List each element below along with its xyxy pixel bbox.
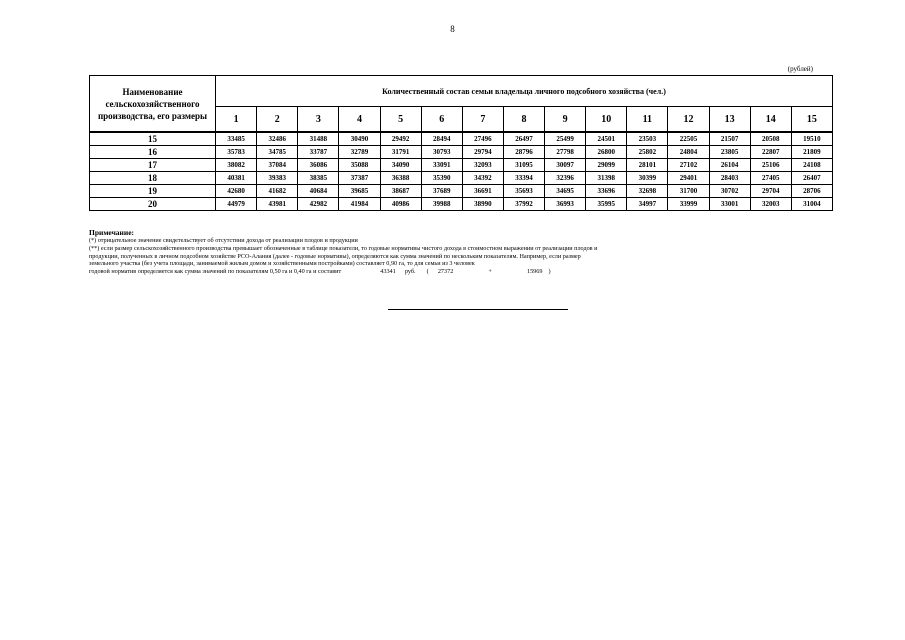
column-number-header: 6	[421, 107, 462, 133]
table-cell: 35390	[421, 172, 462, 185]
table-cell: 28706	[791, 185, 832, 198]
table-cell: 26407	[791, 172, 832, 185]
table-cell: 24108	[791, 159, 832, 172]
table-cell: 31488	[298, 132, 339, 146]
table-cell: 37992	[503, 198, 544, 211]
column-number-header: 5	[380, 107, 421, 133]
table-cell: 23503	[627, 132, 668, 146]
table-cell: 26104	[709, 159, 750, 172]
table-cell: 24804	[668, 146, 709, 159]
production-name-header: Наименование сельскохозяйственного производства, его размеры	[90, 76, 216, 133]
column-number-header: 10	[586, 107, 627, 133]
table-cell: 29492	[380, 132, 421, 146]
table-cell: 32003	[750, 198, 791, 211]
row-size-label: 17	[90, 159, 216, 172]
table-row	[90, 172, 833, 185]
table-cell: 33001	[709, 198, 750, 211]
note-open-paren: (	[426, 268, 429, 276]
table-cell: 32486	[257, 132, 298, 146]
note-line-4: земельного участка (без учета площади, занимаемой жилым домом и хозяйственными постройками) составляет 0,90 га, то для семьи из 3 человек	[89, 260, 475, 268]
table-row	[90, 159, 833, 172]
table-cell: 25499	[545, 132, 586, 146]
column-number-header: 3	[298, 107, 339, 133]
note-plus-sign: +	[488, 268, 492, 276]
table-cell: 28403	[709, 172, 750, 185]
note-line-5	[89, 268, 833, 276]
table-cell: 38687	[380, 185, 421, 198]
table-cell: 42982	[298, 198, 339, 211]
row-size-label: 20	[90, 198, 216, 211]
column-number-header: 13	[709, 107, 750, 133]
row-size-label: 18	[90, 172, 216, 185]
note-total-value: 43341	[380, 268, 396, 276]
table-body	[90, 132, 833, 211]
family-size-header: Количественный состав семьи владельца личного подсобного хозяйства (чел.)	[216, 76, 833, 107]
table-cell: 31398	[586, 172, 627, 185]
table-cell: 31791	[380, 146, 421, 159]
note-value-b: 15969	[526, 268, 543, 276]
table-cell: 40381	[216, 172, 257, 185]
table-cell: 31095	[503, 159, 544, 172]
table-cell: 30490	[339, 132, 380, 146]
table-cell: 36388	[380, 172, 421, 185]
table-cell: 29401	[668, 172, 709, 185]
table-cell: 33485	[216, 132, 257, 146]
table-cell: 37084	[257, 159, 298, 172]
units-label: (рублей)	[787, 65, 813, 73]
row-size-label: 19	[90, 185, 216, 198]
table-cell: 24501	[586, 132, 627, 146]
table-cell: 30702	[709, 185, 750, 198]
note-currency: руб.	[404, 268, 416, 276]
table-cell: 39685	[339, 185, 380, 198]
column-number-header: 14	[750, 107, 791, 133]
table-cell: 30097	[545, 159, 586, 172]
table-cell: 41984	[339, 198, 380, 211]
table-cell: 32789	[339, 146, 380, 159]
table-cell: 37689	[421, 185, 462, 198]
table-cell: 38990	[462, 198, 503, 211]
row-size-label: 15	[90, 132, 216, 146]
notes-block	[89, 228, 833, 276]
note-line-5-text: годовой норматив определяется как сумма значений по показателям 0,50 га и 0,40 га и составит	[89, 268, 342, 276]
column-number-header: 7	[462, 107, 503, 133]
page-number: 8	[450, 24, 455, 34]
table-cell: 28101	[627, 159, 668, 172]
table-cell: 27405	[750, 172, 791, 185]
table-cell: 40684	[298, 185, 339, 198]
table-cell: 37387	[339, 172, 380, 185]
table-row	[90, 132, 833, 146]
table-cell: 33394	[503, 172, 544, 185]
column-number-header: 9	[545, 107, 586, 133]
column-number-header: 2	[257, 107, 298, 133]
table-cell: 34695	[545, 185, 586, 198]
note-value-a: 27372	[437, 268, 454, 276]
table-cell: 29704	[750, 185, 791, 198]
table-cell: 34090	[380, 159, 421, 172]
table-cell: 38385	[298, 172, 339, 185]
table-cell: 39383	[257, 172, 298, 185]
table-cell: 31004	[791, 198, 832, 211]
table-row	[90, 198, 833, 211]
note-line-2: (**) если размер сельскохозяйственного производства превышает обозначенные в таблице показатели, то годовые нормативы чистого дохода в стоимостном выражении от реализации плодов и	[89, 244, 598, 252]
row-size-label: 16	[90, 146, 216, 159]
table-cell: 27102	[668, 159, 709, 172]
table-cell: 27496	[462, 132, 503, 146]
table-cell: 21507	[709, 132, 750, 146]
note-close-paren: )	[548, 268, 551, 276]
table-cell: 21809	[791, 146, 832, 159]
table-cell: 34997	[627, 198, 668, 211]
table-cell: 33696	[586, 185, 627, 198]
table-cell: 36691	[462, 185, 503, 198]
table-cell: 26800	[586, 146, 627, 159]
table-cell: 35693	[503, 185, 544, 198]
table-cell: 39988	[421, 198, 462, 211]
table-cell: 25802	[627, 146, 668, 159]
table-cell: 41682	[257, 185, 298, 198]
table-cell: 22807	[750, 146, 791, 159]
notes-title: Примечание:	[89, 228, 135, 237]
table-cell: 35783	[216, 146, 257, 159]
table-cell: 42680	[216, 185, 257, 198]
table-cell: 32093	[462, 159, 503, 172]
table-row	[90, 185, 833, 198]
table-cell: 29794	[462, 146, 503, 159]
table-cell: 28494	[421, 132, 462, 146]
table-cell: 36086	[298, 159, 339, 172]
table-cell: 26497	[503, 132, 544, 146]
table-cell: 23805	[709, 146, 750, 159]
table-cell: 30399	[627, 172, 668, 185]
note-line-1: (*) отрицательное значение свидетельствует об отсутствии дохода от реализации плодов и продукции	[89, 237, 358, 244]
table-cell: 34785	[257, 146, 298, 159]
table-cell: 28796	[503, 146, 544, 159]
separator-rule	[388, 309, 568, 310]
table-row	[90, 146, 833, 159]
column-number-header: 1	[216, 107, 257, 133]
table-cell: 25106	[750, 159, 791, 172]
table-cell: 32698	[627, 185, 668, 198]
table-cell: 33999	[668, 198, 709, 211]
table-cell: 43981	[257, 198, 298, 211]
table-cell: 19510	[791, 132, 832, 146]
table-cell: 33787	[298, 146, 339, 159]
table-cell: 30793	[421, 146, 462, 159]
column-number-header: 12	[668, 107, 709, 133]
column-number-header: 8	[503, 107, 544, 133]
table-cell: 35088	[339, 159, 380, 172]
table-cell: 34392	[462, 172, 503, 185]
table-cell: 31700	[668, 185, 709, 198]
table-cell: 29099	[586, 159, 627, 172]
table-cell: 27798	[545, 146, 586, 159]
table-cell: 38082	[216, 159, 257, 172]
column-number-header: 11	[627, 107, 668, 133]
table-cell: 22505	[668, 132, 709, 146]
income-norms-table	[89, 75, 833, 211]
column-number-header: 4	[339, 107, 380, 133]
table-cell: 33091	[421, 159, 462, 172]
table-cell: 40986	[380, 198, 421, 211]
table-cell: 35995	[586, 198, 627, 211]
note-line-3: продукции, полученных в личном подсобном хозяйстве РСО-Алания (далее - годовые нормативы), определяются как сумма значений по нескольким показателям. Например, если размер	[89, 252, 581, 260]
table-cell: 44979	[216, 198, 257, 211]
table-cell: 36993	[545, 198, 586, 211]
column-number-header: 15	[791, 107, 832, 133]
table-cell: 32396	[545, 172, 586, 185]
table-cell: 20508	[750, 132, 791, 146]
